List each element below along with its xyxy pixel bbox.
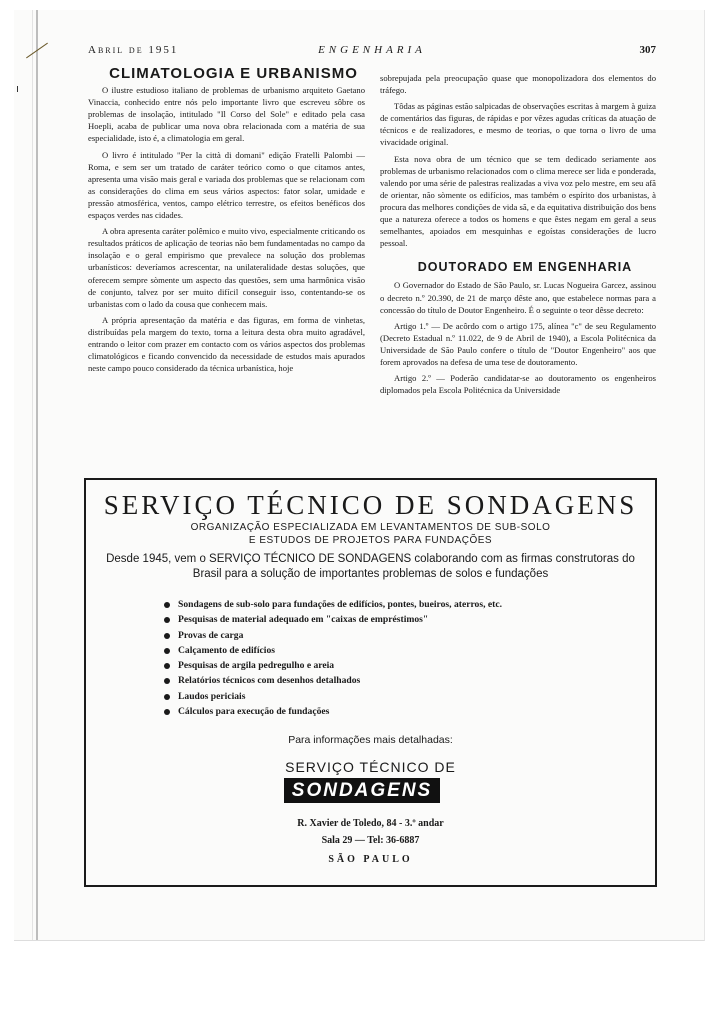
ad-city: SÃO PAULO [328,854,413,865]
article-paragraph: Esta nova obra de um técnico que se tem dedicado seriamente aos problemas de urbanismo relacionados com o clima merece ser lida e ponderada, valendo por uma série de palestras realizadas a viva voz pelo mestre, em seu afã de orientar, não sòmente os edifícios, mas também o espírito dos urbanistas, à procura das melhores condições de vida sã, e da equitativa distribuição dos bens que a natureza oferece a todos os homens e que êstes negam em geral a seus semelhantes, apoiados em mesquinhas e egoístas considerações de lucro pessoal. [380,153,656,249]
bullet-icon [164,694,170,700]
article-paragraph: A própria apresentação da matéria e das figuras, em forma de vinhetas, distribuídas pela margem do texto, torna a leitura desta obra muito agradável, entrando o leitor com prazer em contacto com os vários aspectos dos problemas climatológicos e ficando convencido da necessidade de estudos mais apurados neste campo pouco considerado da técnica urbanística, hoje [88,314,365,374]
ad-address: R. Xavier de Toledo, 84 - 3.º andar [297,818,444,829]
header-journal-name: ENGENHARIA [318,44,426,56]
service-item [164,597,625,612]
bullet-icon [164,648,170,654]
ad-company-name: SERVIÇO TÉCNICO DE [285,759,456,775]
article-paragraph: O livro é intitulado "Per la città di domani" edição Fratelli Palombi — Roma, e sem ser um tratado de caráter teórico como o que citamos antes, apresenta uma visão mais geral e variada dos problemas que se relacionam com as considerações do clima em seus vários aspectos: fator solar, umidade e pressão atmosférica, ventos, campo elétrico terrestre, os efeitos benéficos dos espaços verdes nas cidades. [88,149,365,221]
service-item [164,704,625,719]
article-paragraph: O Governador do Estado de São Paulo, sr. Lucas Nogueira Garcez, assinou o decreto n.º 20.390, de 21 de março dêste ano, que estabelece normas para a concessão do título de Doutor Engenheiro. É o seguinte o teor dêsse decreto: [380,280,656,315]
service-item [164,612,625,627]
ad-title: SERVIÇO TÉCNICO DE SONDAGENS [103,490,638,520]
bullet-icon [164,709,170,715]
header-page-number: 307 [639,44,656,56]
service-item [164,628,625,643]
ad-services-list [164,597,625,719]
service-label: Pesquisas de material adequado em "caixas de empréstimos" [178,614,429,626]
article-paragraph: A obra apresenta caráter polêmico e muito vivo, especialmente criticando os resultados práticos de aplicação de teorias não bem fundamentadas no campo da insolação e o geral empirismo que prevalece na solução dos problemas urbanísticos: deveríamos acrescentar, na unilateralidade destas soluções, que oferecem sempre sòmente um aspecto das questões, sem uma harmônica visão de conjunto, talvez por ser muito difícil conseguir isso, contentando-se os urbanistas com o lado da cousa que conhecem mais. [88,226,365,309]
bullet-icon [164,633,170,639]
left-column [88,65,365,378]
ad-intro-text: Desde 1945, vem o SERVIÇO TÉCNICO DE SONDAGENS colaborando com as firmas construtoras do Brasil para a solução de importantes problemas de solos e fundações [106,553,635,580]
ad-room-phone: Sala 29 — Tel: 36-6887 [321,835,420,846]
page-gutter-shadow [32,10,33,940]
article-paragraph: Tôdas as páginas estão salpicadas de observações escritas à margem à guiza de comentários das figuras, de rápidas e por vêzes agudas críticas da atuação de técnicos e de realizadores, e mesmo de teorias, o que torna o livro de uma vivacidade original. [380,101,656,148]
service-item [164,643,625,658]
advertisement-box [84,478,657,887]
service-label: Calçamento de edifícios [178,644,275,656]
header-date: Abril de 1951 [88,44,179,56]
right-column [380,72,656,400]
ad-subtitle: ORGANIZAÇÃO ESPECIALIZADA EM LEVANTAMENTOS DE SUB-SOLO [190,522,551,533]
service-label: Sondagens de sub-solo para fundações de edifícios, pontes, bueiros, aterros, etc. [178,599,502,610]
service-label: Relatórios técnicos com desenhos detalhados [178,675,361,687]
service-label: Laudos periciais [178,690,246,702]
bullet-icon [164,617,170,623]
bullet-icon [164,663,170,669]
article-paragraph: Artigo 1.º — De acôrdo com o artigo 175, alínea "c" de seu Regulamento (Decreto Estadual n.º 11.022, de 9 de Abril de 1940), a Escola Politécnica da Universidade de São Paulo confere o título de "Doutor Engenheiro" aos que forem aprovados na defesa de uma tese de doutoramento. [380,320,656,367]
service-item [164,673,625,688]
article-paragraph-continued: sobrepujada pela preocupação quase que monopolizadora dos elementos do tráfego. [380,73,656,96]
article-paragraph: Artigo 2.º — Poderão candidatar-se ao doutoramento os engenheiros diplomados pela Escola Politécnica da Universidade [380,373,656,396]
bullet-icon [164,602,170,608]
ad-subtitle: E ESTUDOS DE PROJETOS PARA FUNDAÇÕES [248,535,493,546]
page-binding-line [36,10,38,940]
service-label: Pesquisas de argila pedregulho e areia [178,660,335,672]
margin-mark [17,86,18,92]
service-item [164,658,625,673]
sondagens-logo: SONDAGENS [284,778,440,803]
article-title-climatologia: CLIMATOLOGIA E URBANISMO [109,65,358,82]
ad-more-info: Para informações mais detalhadas: [288,734,453,746]
service-label: Cálculos para execução de fundações [178,706,330,718]
running-header [88,44,656,60]
article-title-doutorado: DOUTORADO EM ENGENHARIA [417,260,633,275]
bullet-icon [164,678,170,684]
service-item [164,689,625,704]
article-paragraph: O ilustre estudioso italiano de problemas de urbanismo arquiteto Gaetano Vinaccia, conhecido entre nós pelo importante livro que escreveu sôbre os problemas de insolação, intitulado "Il Corso del Sole" e editado pela casa Hoepli, acaba de publicar uma nova obra relacionada com a matéria de sua especialidade, isto é, a climatologia em geral. [88,85,365,144]
service-label: Provas de carga [178,629,244,641]
